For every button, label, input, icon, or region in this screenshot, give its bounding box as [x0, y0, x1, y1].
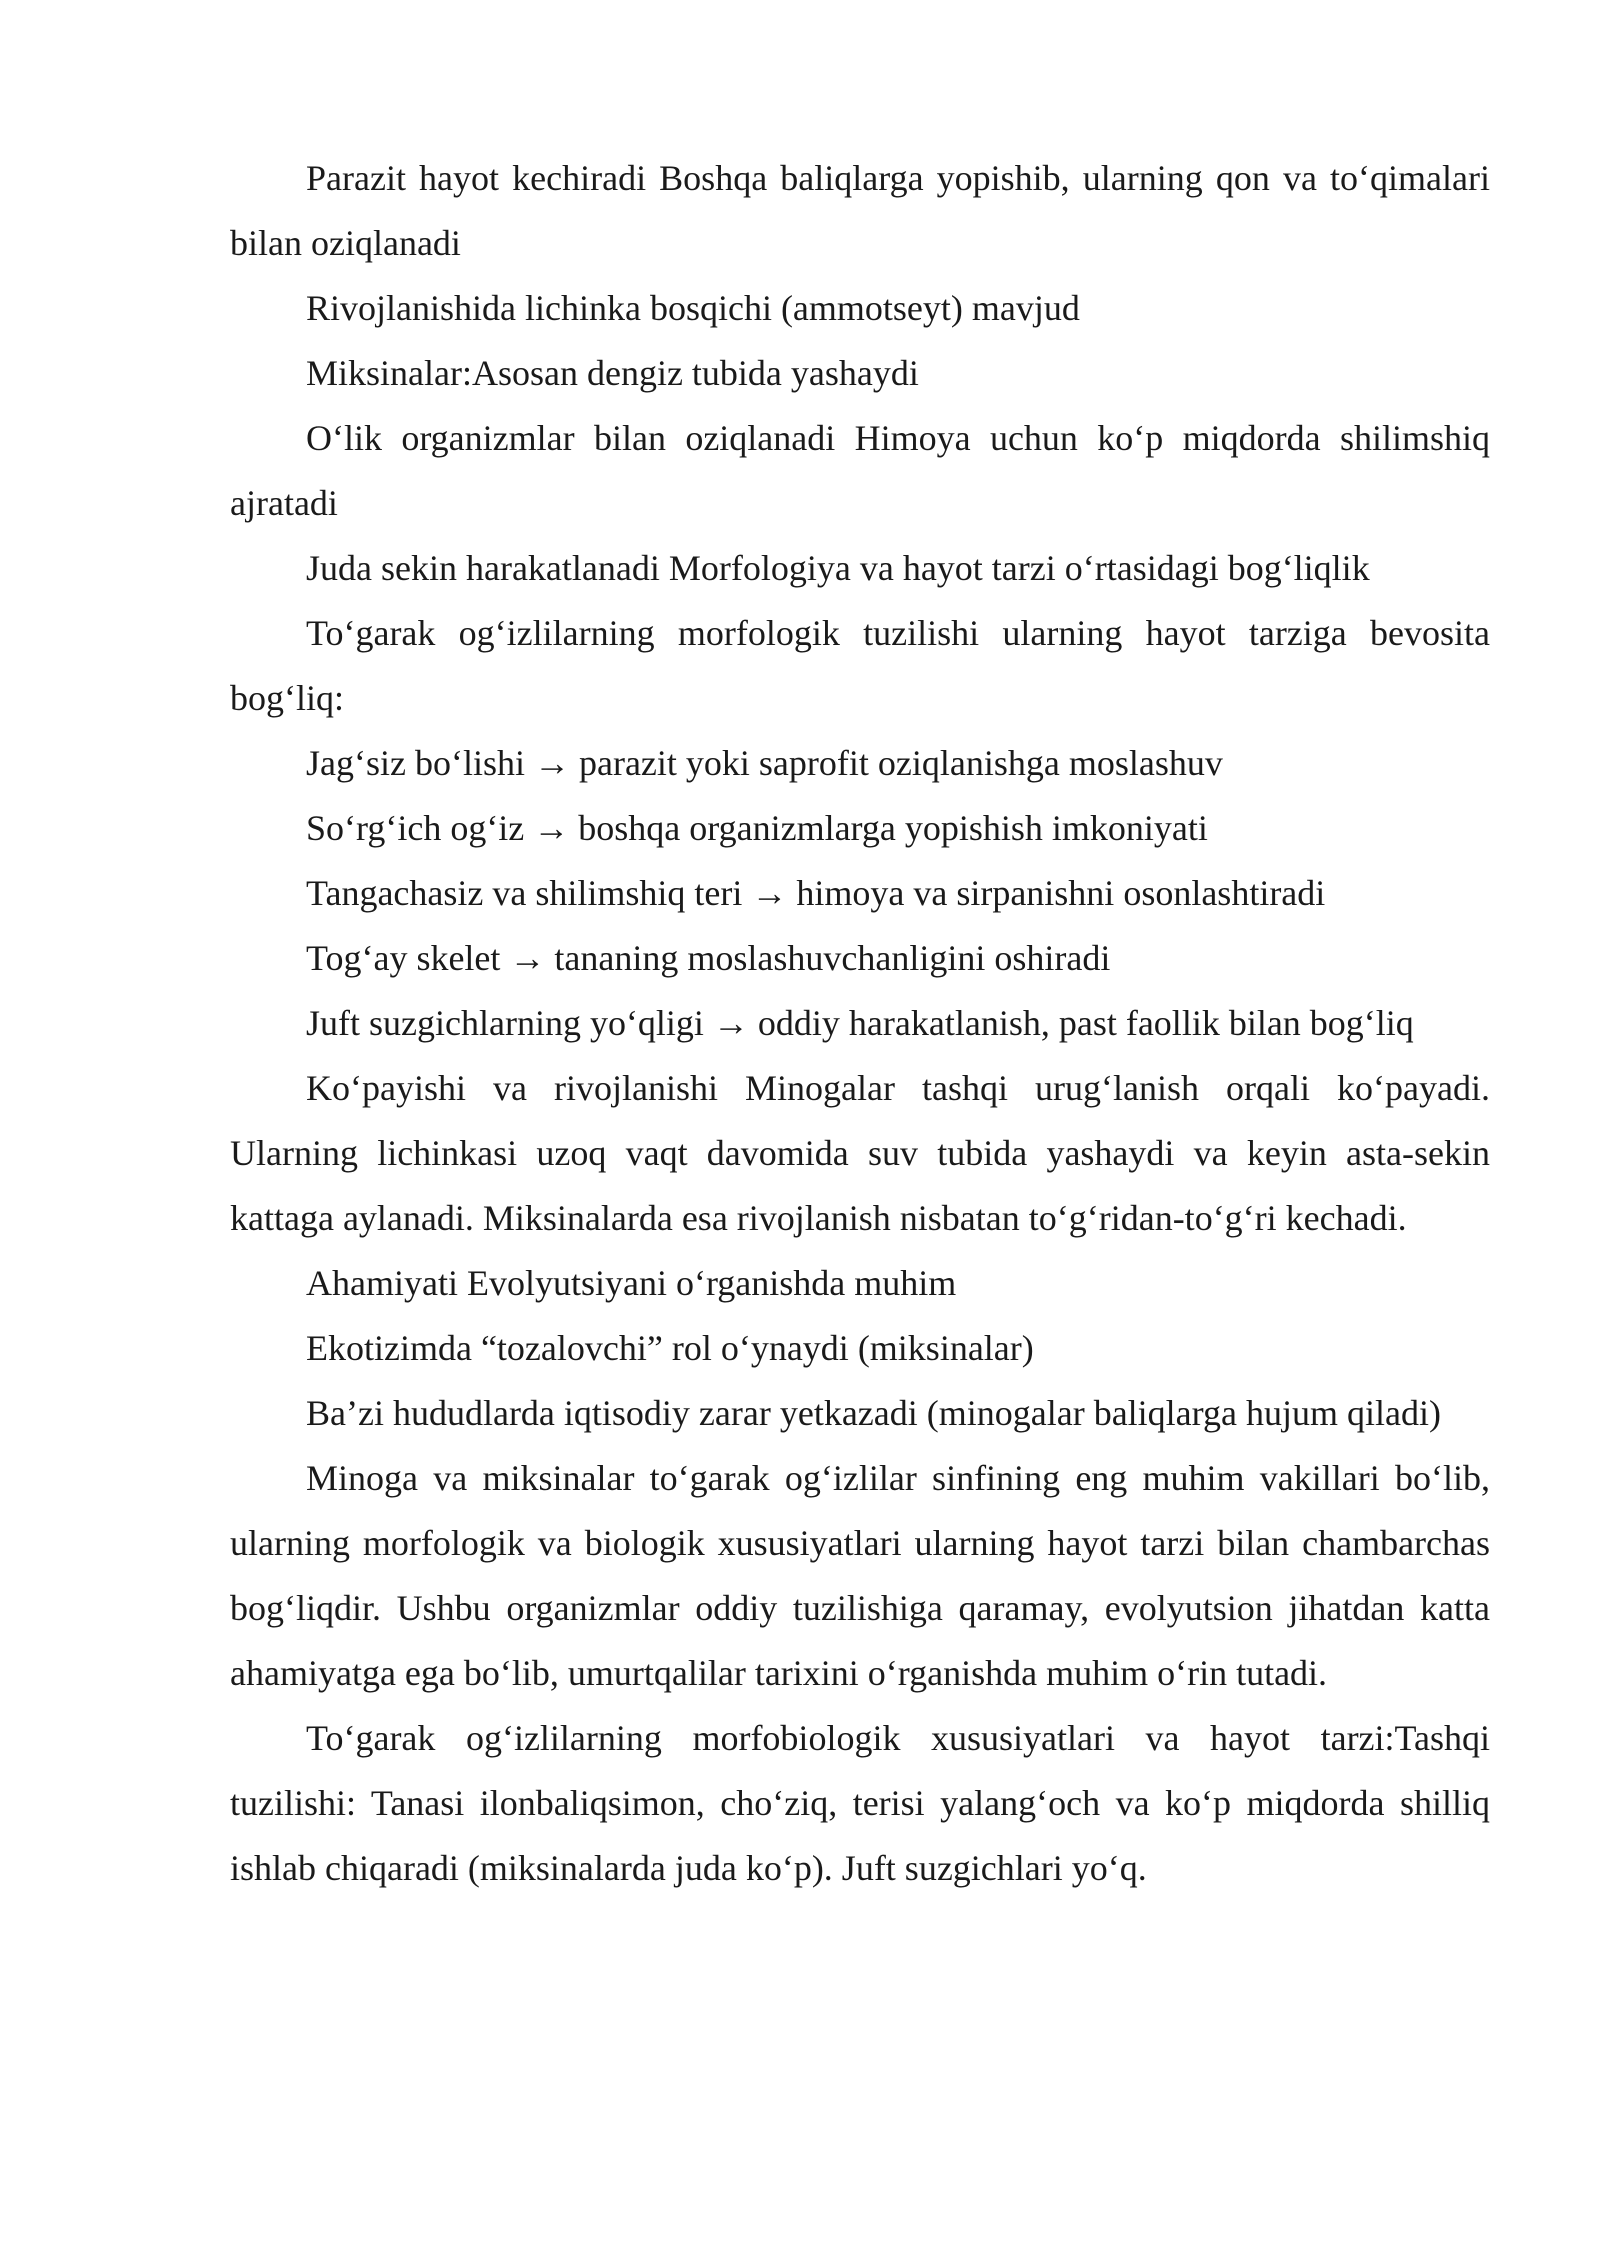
paragraph-conclusion: Minoga va miksinalar to‘garak og‘izlilar sinfining eng muhim vakillari bo‘lib, ularning morfologik va biologik xususiyatlari ularning hayot tarzi bilan chambarchas bog‘liqdir. Ushbu organizmlar oddiy tuzilishiga qaramay, evolyutsion jihatdan katta ahamiyatga ega bo‘lib, umurtqalilar tarixini o‘rganishda muhim o‘rin tutadi. [230, 1458, 1490, 1693]
paragraph-hagfish-feeding: O‘lik organizmlar bilan oziqlanadi Himoya uchun ko‘p miqdorda shilimshiq ajratadi [230, 418, 1490, 523]
paragraph-economic-damage: Ba’zi hududlarda iqtisodiy zarar yetkazadi (minogalar baliqlarga hujum qiladi) [306, 1393, 1441, 1433]
paragraph-sucker-mouth: So‘rg‘ich og‘iz → boshqa organizmlarga yopishish imkoniyati [306, 808, 1208, 848]
paragraph-larval-stage: Rivojlanishida lichinka bosqichi (ammotseyt) mavjud [306, 288, 1080, 328]
paragraph-slow-movement: Juda sekin harakatlanadi Morfologiya va hayot tarzi o‘rtasidagi bog‘liqlik [306, 548, 1370, 588]
paragraph-morphology-intro: To‘garak og‘izlilarning morfologik tuzilishi ularning hayot tarziga bevosita bog‘liq: [230, 613, 1490, 718]
paragraph-importance: Ahamiyati Evolyutsiyani o‘rganishda muhim [306, 1263, 957, 1303]
paragraph-hagfish-habitat: Miksinalar:Asosan dengiz tubida yashaydi [306, 353, 919, 393]
document-page [230, 146, 1490, 1901]
paragraph-no-paired-fins: Juft suzgichlarning yo‘qligi → oddiy harakatlanish, past faollik bilan bog‘liq [306, 1003, 1414, 1043]
paragraph-parasitic-life: Parazit hayot kechiradi Boshqa baliqlarga yopishib, ularning qon va to‘qimalari bilan oziqlanadi [230, 158, 1490, 263]
paragraph-jawless: Jag‘siz bo‘lishi → parazit yoki saprofit oziqlanishga moslashuv [306, 743, 1223, 783]
paragraph-cartilage-skeleton: Tog‘ay skelet → tananing moslashuvchanligini oshiradi [306, 938, 1111, 978]
paragraph-ecosystem-role: Ekotizimda “tozalovchi” rol o‘ynaydi (miksinalar) [306, 1328, 1034, 1368]
paragraph-external-structure: To‘garak og‘izlilarning morfobiologik xususiyatlari va hayot tarzi:Tashqi tuzilishi: Tanasi ilonbaliqsimon, cho‘ziq, terisi yalang‘och va ko‘p miqdorda shilliq ishlab chiqaradi (miksinalarda juda ko‘p). Juft suzgichlari yo‘q. [230, 1718, 1490, 1888]
paragraph-reproduction: Ko‘payishi va rivojlanishi Minogalar tashqi urug‘lanish orqali ko‘payadi. Ularning lichinkasi uzoq vaqt davomida suv tubida yashaydi va keyin asta-sekin kattaga aylanadi. Miksinalarda esa rivojlanish nisbatan to‘g‘ridan-to‘g‘ri kechadi. [230, 1068, 1490, 1238]
paragraph-scaleless-skin: Tangachasiz va shilimshiq teri → himoya va sirpanishni osonlashtiradi [306, 873, 1326, 913]
